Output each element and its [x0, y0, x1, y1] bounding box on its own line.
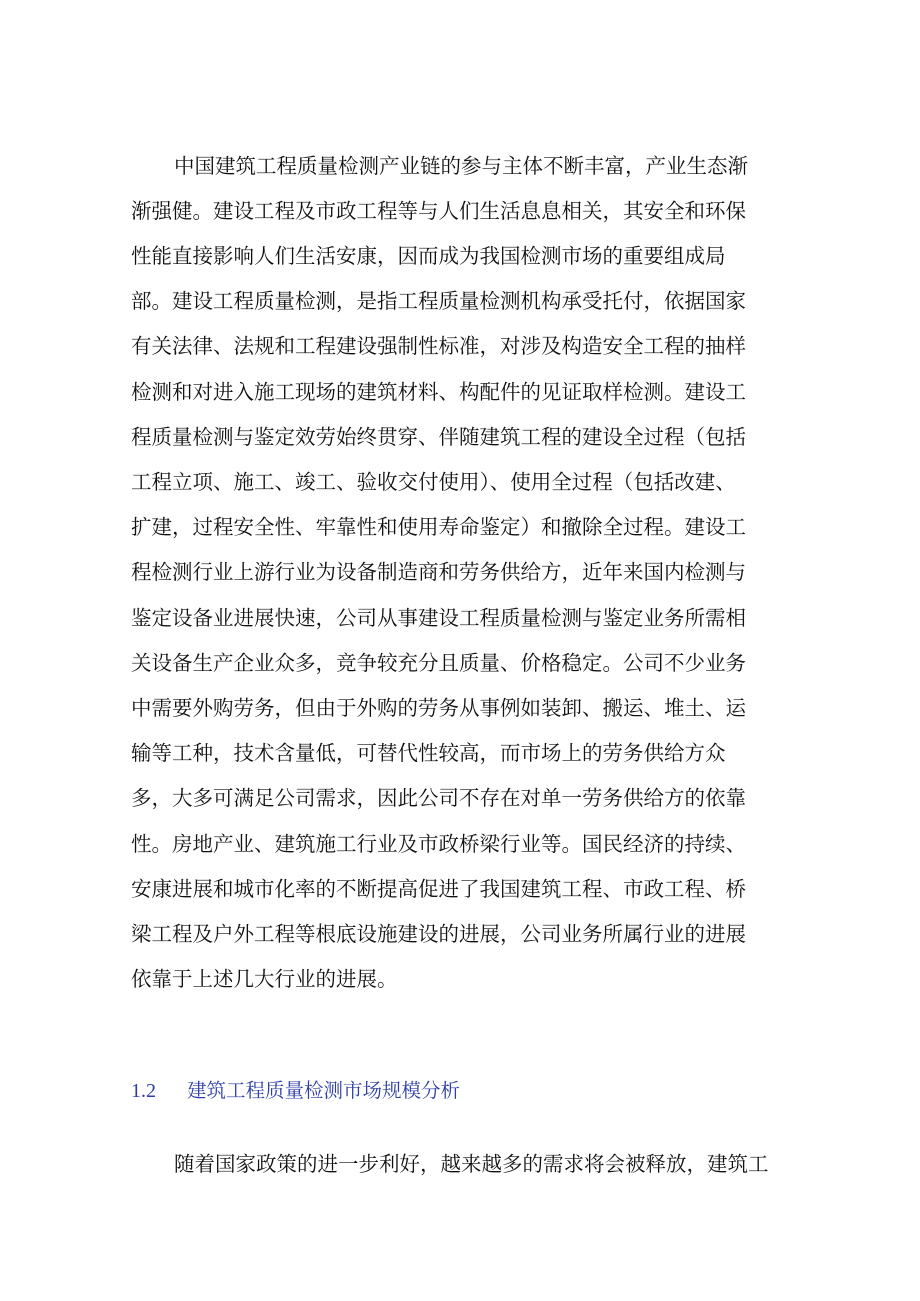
paragraph-line: 性能直接影响人们生活安康，因而成为我国检测市场的重要组成局 [131, 244, 726, 268]
paragraph-line: 性。房地产业、建筑施工行业及市政桥梁行业等。国民经济的持续、 [131, 832, 746, 856]
paragraph-line: 有关法律、法规和工程建设强制性标准，对涉及构造安全工程的抽样 [131, 334, 746, 358]
paragraph-line: 依靠于上述几大行业的进展。 [131, 967, 398, 991]
paragraph-line: 检测和对进入施工现场的建筑材料、构配件的见证取样检测。建设工 [131, 380, 746, 404]
paragraph-line: 部。建设工程质量检测，是指工程质量检测机构承受托付，依据国家 [131, 289, 746, 313]
paragraph-line: 鉴定设备业进展快速，公司从事建设工程质量检测与鉴定业务所需相 [131, 606, 746, 630]
paragraph-line [131, 1006, 831, 1042]
paragraph-line: 中需要外购劳务，但由于外购的劳务从事例如装卸、搬运、堆土、运 [131, 696, 746, 720]
paragraph-line: 输等工种，技术含量低，可替代性较高，而市场上的劳务供给方众 [131, 741, 726, 765]
paragraph-line: 工程立项、施工、竣工、验收交付使用）、使用全过程（包括改建、 [131, 470, 736, 494]
paragraph-line: 中国建筑工程质量检测产业链的参与主体不断丰富，产业生态渐 [174, 154, 748, 178]
paragraph-line: 程检测行业上游行业为设备制造商和劳务供给方，近年来国内检测与 [131, 560, 746, 584]
paragraph-line: 多，大多可满足公司需求，因此公司不存在对单一劳务供给方的依靠 [131, 786, 746, 810]
section-heading [131, 1073, 460, 1109]
paragraph-line: 渐强健。建设工程及市政工程等与人们生活息息相关，其安全和环保 [131, 199, 746, 223]
paragraph-line: 梁工程及户外工程等根底设施建设的进展，公司业务所属行业的进展 [131, 922, 746, 946]
paragraph-line: 扩建，过程安全性、牢靠性和使用寿命鉴定）和撤除全过程。建设工 [131, 515, 746, 539]
section-title: 建筑工程质量检测市场规模分析 [187, 1079, 461, 1102]
section-number: 1.2 [131, 1080, 156, 1102]
paragraph-line: 安康进展和城市化率的不断提高促进了我国建筑工程、市政工程、桥 [131, 877, 746, 901]
paragraph-line: 程质量检测与鉴定效劳始终贯穿、伴随建筑工程的建设全过程（包括 [131, 425, 746, 449]
paragraph-line: 随着国家政策的进一步利好，越来越多的需求将会被释放，建筑工 [174, 1152, 769, 1176]
paragraph-line: 关设备生产企业众多，竞争较充分且质量、价格稳定。公司不少业务 [131, 651, 746, 675]
